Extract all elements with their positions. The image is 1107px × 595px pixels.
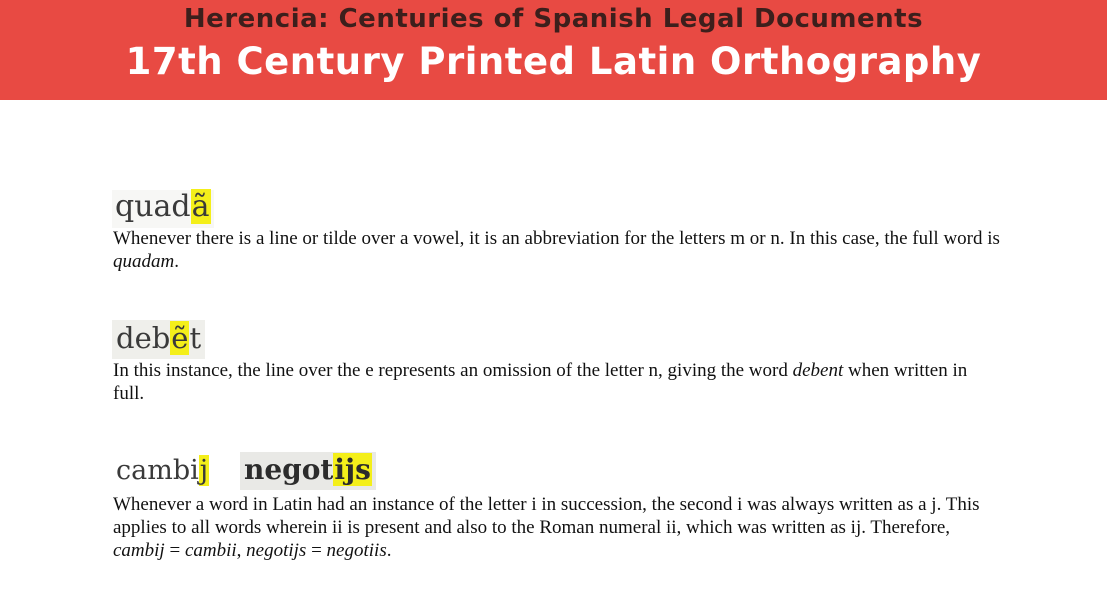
header-banner bbox=[0, 0, 1107, 100]
italic-term: cambii bbox=[184, 540, 237, 561]
italic-term: debent bbox=[792, 360, 844, 381]
sample-image-negotijs bbox=[240, 452, 376, 490]
slide-title: 17th Century Printed Latin Orthography bbox=[125, 40, 982, 83]
explanation-text: when written in full. bbox=[113, 360, 968, 404]
sample-image-cambij bbox=[112, 453, 213, 490]
sample-highlight: ã bbox=[191, 189, 210, 224]
sample-image-debent bbox=[112, 320, 205, 359]
explanation-debent bbox=[113, 359, 1003, 405]
explanation-quadam bbox=[113, 227, 1003, 273]
italic-term: cambij bbox=[113, 540, 165, 561]
sample-plain: deb bbox=[116, 321, 171, 355]
italic-term: negotiis bbox=[326, 540, 387, 561]
explanation-ij bbox=[113, 493, 1003, 562]
sample-highlight: ijs bbox=[334, 453, 371, 486]
sample-plain: cambi bbox=[116, 455, 199, 486]
sample-image-quadam bbox=[112, 190, 214, 228]
explanation-text: Whenever there is a line or tilde over a vowel, it is an abbreviation for the letters m or n. In this case, the full word is bbox=[113, 228, 1000, 249]
explanation-text: In this instance, the line over the e represents an omission of the letter n, giving the word bbox=[113, 360, 793, 381]
equals-sign: = bbox=[164, 540, 185, 561]
explanation-text: Whenever a word in Latin had an instance of the letter i in succession, the second i was always written as a j. This applies to all words wherein ii is present and also to the Roman numeral ii, which was written as ij. Therefore, bbox=[113, 494, 980, 538]
equals-sign: = bbox=[306, 540, 327, 561]
period: . bbox=[386, 540, 392, 561]
sample-highlight: ẽ bbox=[171, 321, 189, 355]
series-title: Herencia: Centuries of Spanish Legal Documents bbox=[183, 4, 924, 34]
italic-term: negotijs bbox=[246, 540, 307, 561]
separator: , bbox=[236, 540, 247, 561]
sample-highlight: j bbox=[199, 455, 209, 486]
sample-plain: quad bbox=[115, 189, 191, 224]
sample-plain: negot bbox=[244, 453, 334, 486]
sample-tail: t bbox=[189, 321, 202, 355]
italic-term: quadam bbox=[113, 251, 175, 272]
explanation-text: . bbox=[174, 251, 179, 272]
